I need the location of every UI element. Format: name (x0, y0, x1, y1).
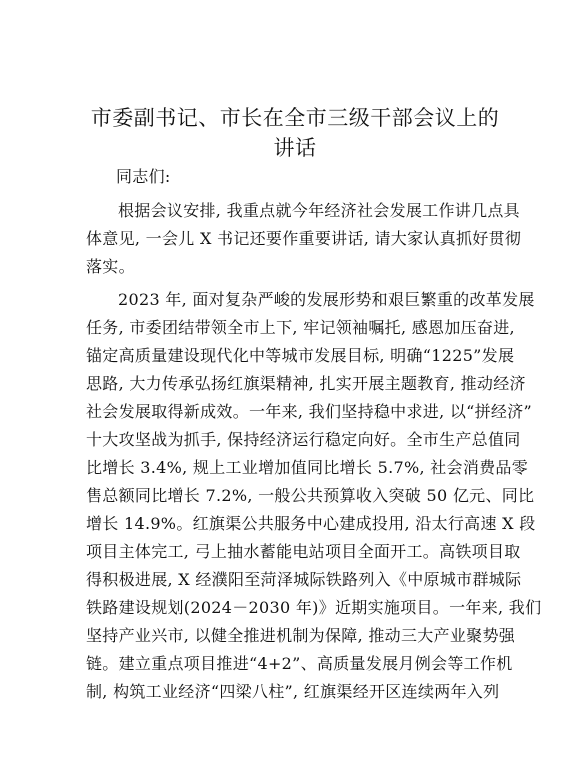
salutation: 同志们: (116, 167, 171, 186)
paragraph-line: 十大攻坚战为抓手, 保持经济运行稳定向好。全市生产总值同 (86, 430, 521, 449)
paragraph-line: 比增长 3.4%, 规上工业增加值同比增长 5.7%, 社会消费品零 (86, 458, 529, 477)
paragraph-line: 落实。 (86, 257, 135, 276)
paragraph-line: 锚定高质量建设现代化中等城市发展目标, 明确“1225”发展 (86, 346, 515, 365)
paragraph-line: 社会发展取得新成效。一年来, 我们坚持稳中求进, 以“拼经济” (86, 402, 533, 421)
paragraph-line: 项目主体完工, 弓上抽水蓄能电站项目全面开工。高铁项目取 (86, 542, 521, 561)
paragraph-line: 得积极进展, X 经濮阳至菏泽城际铁路列入《中原城市群城际 (86, 570, 522, 589)
paragraph-line: 售总额同比增长 7.2%, 一般公共预算收入突破 50 亿元、同比 (86, 486, 535, 505)
paragraph-line: 2023 年, 面对复杂严峻的发展形势和艰巨繁重的改革发展 (118, 290, 535, 309)
paragraph-line: 体意见, 一会儿 X 书记还要作重要讲话, 请大家认真抓好贯彻 (86, 229, 522, 248)
paragraph-line: 制, 构筑工业经济“四梁八柱”, 红旗渠经开区连续两年入列 (86, 682, 500, 701)
paragraph-line: 坚持产业兴市, 以健全推进机制为保障, 推动三大产业聚势强 (86, 626, 516, 645)
paragraph-line: 根据会议安排, 我重点就今年经济社会发展工作讲几点具 (118, 201, 520, 220)
paragraph-line: 链。建立重点项目推进“4+2”、高质量发展月例会等工作机 (86, 654, 513, 673)
paragraph-line: 增长 14.9%。红旗渠公共服务中心建成投用, 沿太行高速 X 段 (86, 514, 536, 533)
paragraph-line: 任务, 市委团结带领全市上下, 牢记领袖嘱托, 感恩加压奋进, (86, 318, 515, 337)
document-title: 市委副书记、市长在全市三级干部会议上的讲话 (90, 106, 500, 160)
paragraph-line: 铁路建设规划(2024－2030 年)》近期实施项目。一年来, 我们 (86, 598, 542, 617)
paragraph-line: 思路, 大力传承弘扬红旗渠精神, 扎实开展主题教育, 推动经济 (86, 374, 526, 393)
